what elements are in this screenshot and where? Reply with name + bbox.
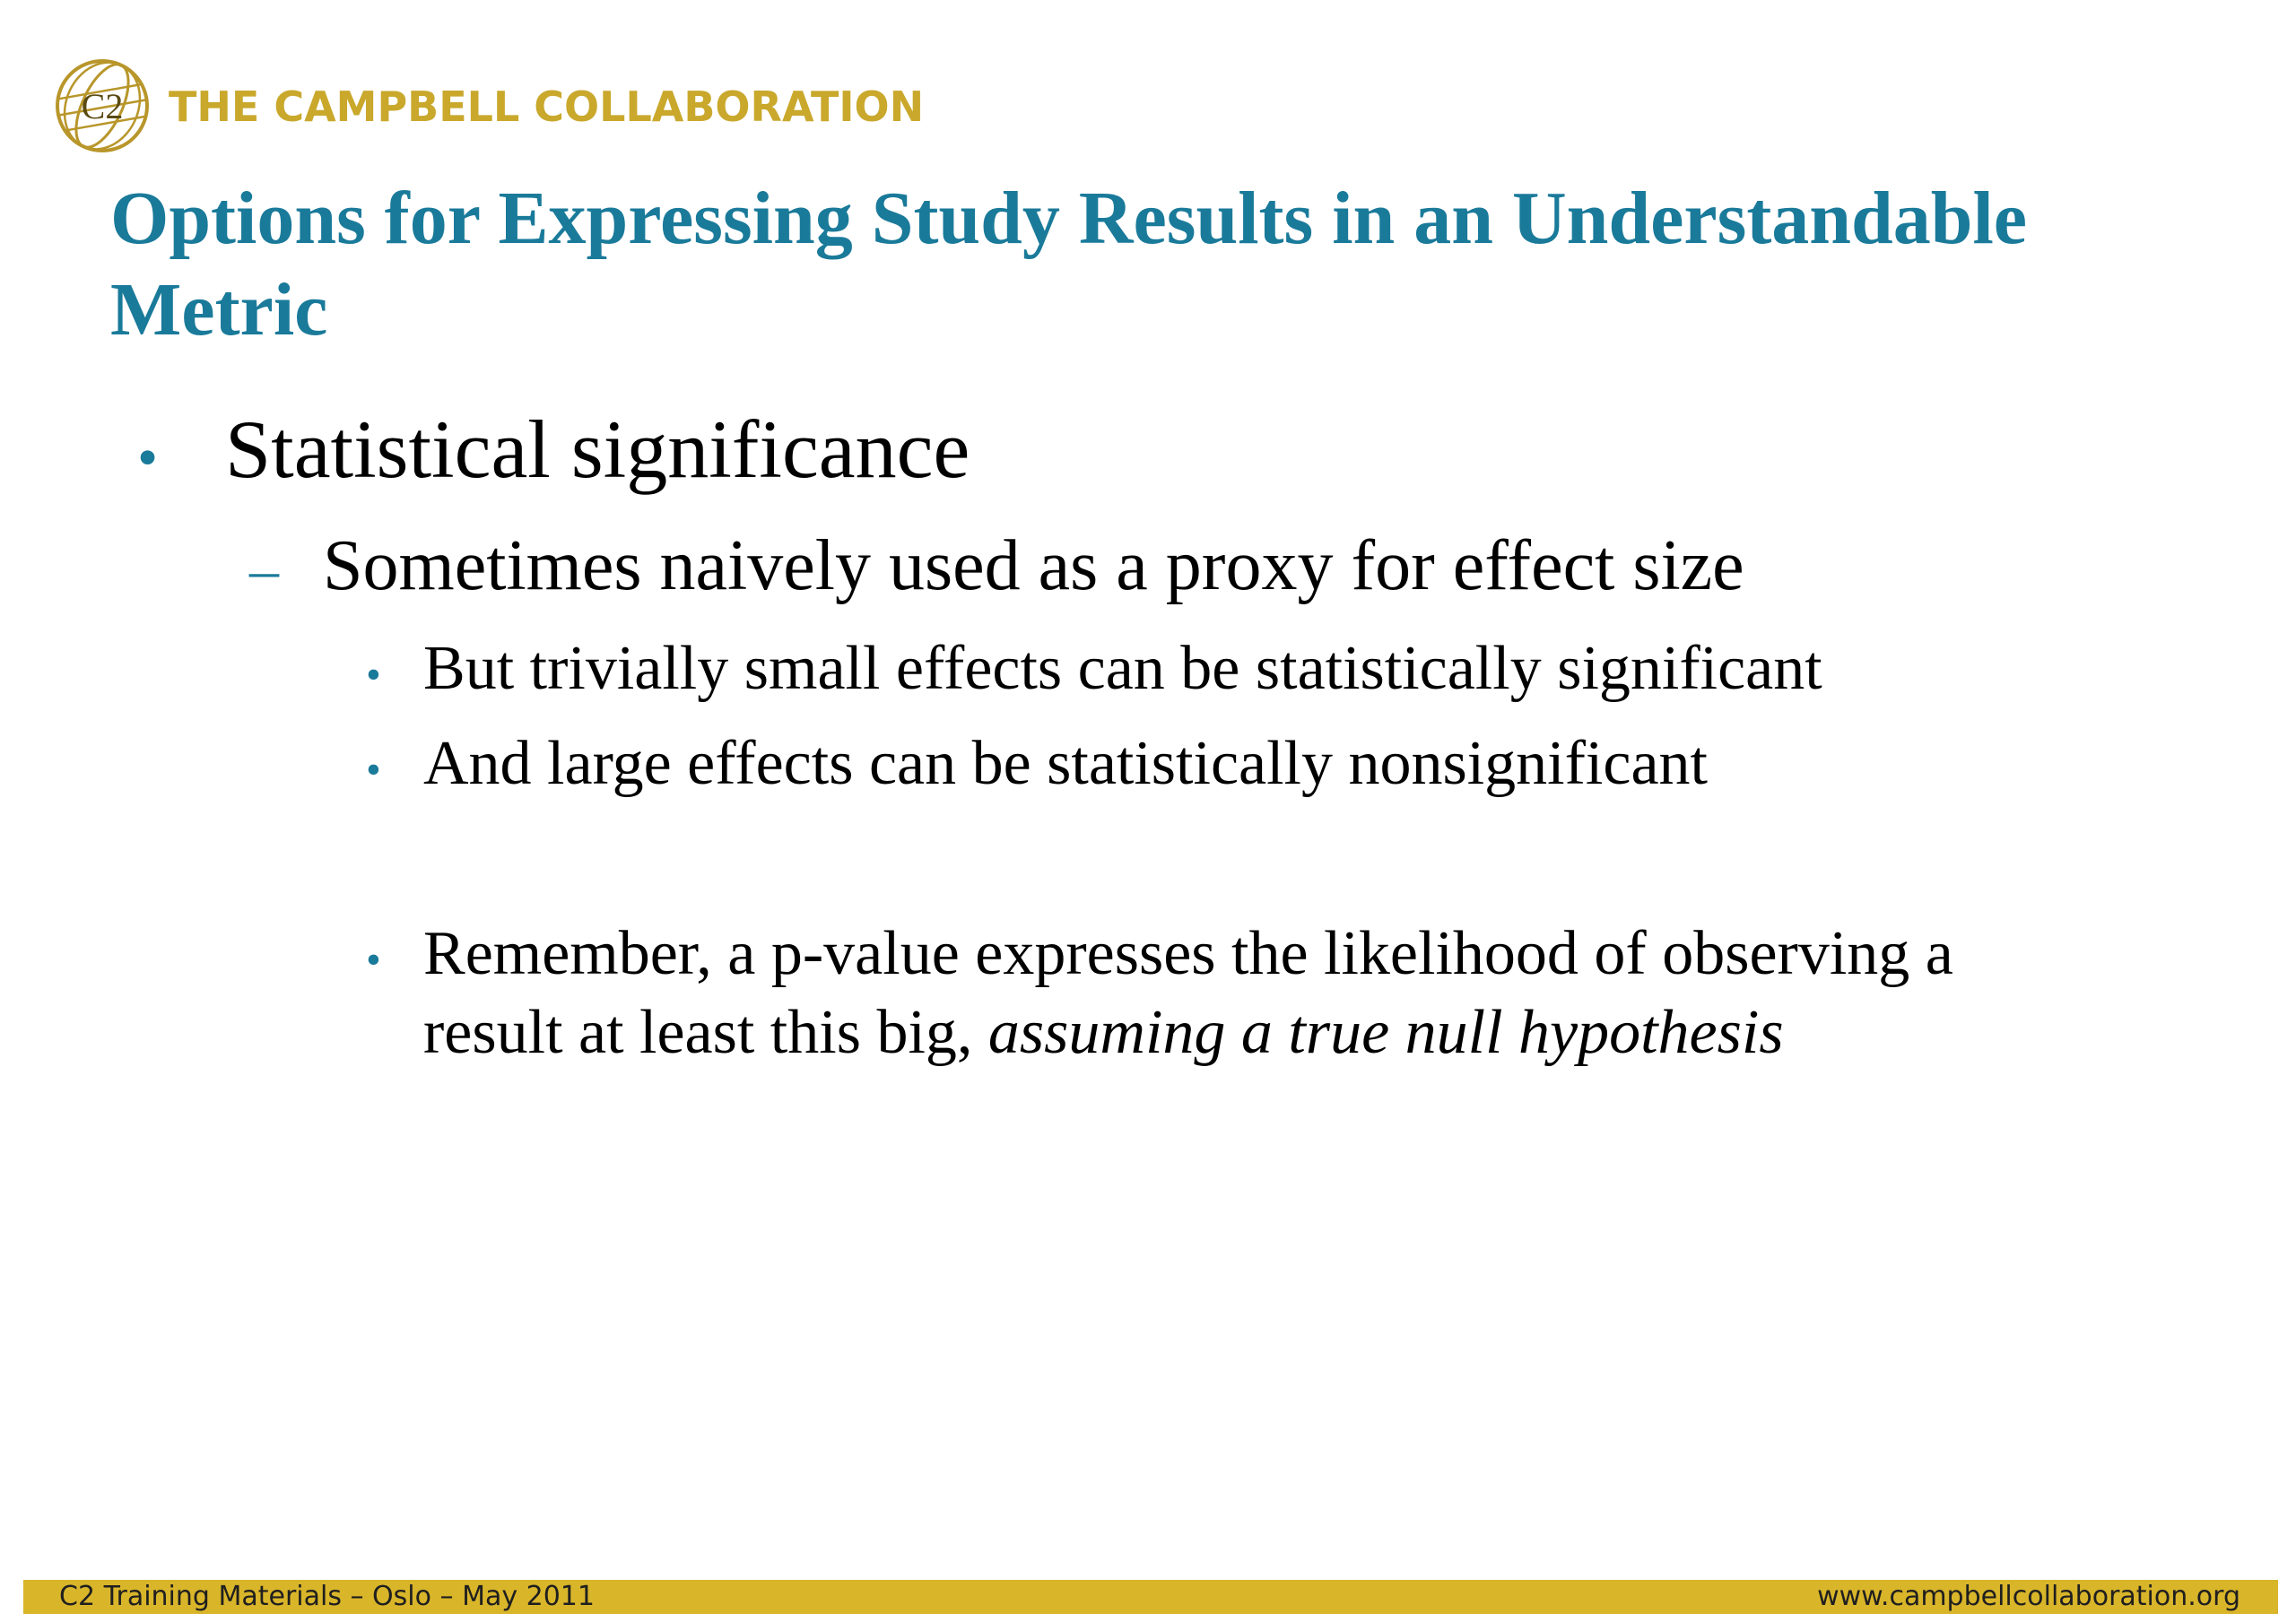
bullet-text: Sometimes naively used as a proxy for effect size bbox=[323, 526, 1744, 605]
bullet-dash-icon: – bbox=[249, 537, 279, 603]
bullet-dot-icon: • bbox=[366, 936, 381, 984]
globe-logo-icon bbox=[52, 56, 152, 156]
bullet-level3 bbox=[366, 633, 1822, 705]
bullet-text-plain: result at least this big, bbox=[423, 998, 988, 1067]
bullet-level1 bbox=[137, 402, 970, 497]
bullet-level3 bbox=[366, 728, 1708, 800]
bullet-dot-icon: • bbox=[366, 651, 381, 698]
footer-website-link[interactable]: www.campbellcollaboration.org bbox=[1817, 1581, 2240, 1612]
bullet-text-italic: assuming a true null hypothesis bbox=[987, 998, 1784, 1067]
bullet-dot-icon: • bbox=[137, 425, 159, 490]
bullet-level3 bbox=[366, 918, 1953, 990]
organization-name: THE CAMPBELL COLLABORATION bbox=[169, 82, 925, 131]
bullet-text: And large effects can be statistically nonsignificant bbox=[423, 729, 1708, 798]
bullet-text: But trivially small effects can be statistically significant bbox=[423, 634, 1822, 703]
bullet-text: Statistical significance bbox=[225, 403, 970, 495]
bullet-continuation bbox=[423, 997, 1784, 1069]
bullet-text: Remember, a p-value expresses the likelihood of observing a bbox=[423, 919, 1953, 988]
slide-title: Options for Expressing Study Results in an Understandable Metric bbox=[110, 177, 2028, 351]
svg-text:C2: C2 bbox=[81, 86, 124, 126]
footer-training-label: C2 Training Materials – Oslo – May 2011 bbox=[59, 1581, 595, 1612]
bullet-level2 bbox=[249, 525, 1744, 607]
bullet-dot-icon: • bbox=[366, 746, 381, 794]
